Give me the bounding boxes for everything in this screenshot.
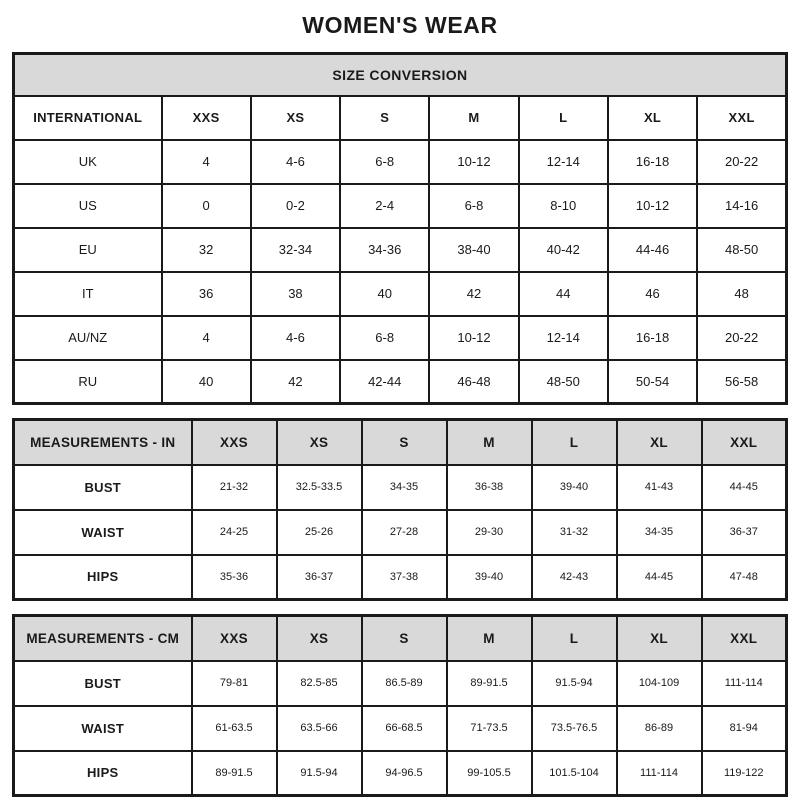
value-cell: 111-114	[617, 751, 702, 796]
value-cell: 29-30	[447, 510, 532, 555]
value-cell: 42	[429, 272, 518, 316]
column-header-cell: XS	[251, 96, 340, 140]
column-header-cell: INTERNATIONAL	[14, 96, 162, 140]
row-label-cell: WAIST	[14, 706, 192, 751]
value-cell: 46	[608, 272, 697, 316]
value-cell: 14-16	[697, 184, 786, 228]
measurements-cm-section	[0, 614, 800, 797]
value-cell: 4-6	[251, 316, 340, 360]
table-title: MEASUREMENTS - CM	[14, 616, 192, 661]
row-label-cell: US	[14, 184, 162, 228]
value-cell: 71-73.5	[447, 706, 532, 751]
column-header-cell: S	[362, 420, 447, 465]
table-title: SIZE CONVERSION	[14, 54, 787, 96]
row-label-cell: RU	[14, 360, 162, 404]
value-cell: 32	[162, 228, 251, 272]
column-header-cell: XS	[277, 616, 362, 661]
table-row	[14, 706, 787, 751]
value-cell: 6-8	[340, 316, 429, 360]
value-cell: 4	[162, 316, 251, 360]
value-cell: 86-89	[617, 706, 702, 751]
column-header-cell: XL	[617, 420, 702, 465]
table-row	[14, 228, 787, 272]
column-header-cell: L	[532, 420, 617, 465]
value-cell: 56-58	[697, 360, 786, 404]
value-cell: 47-48	[702, 555, 787, 600]
value-cell: 32.5-33.5	[277, 465, 362, 510]
value-cell: 48-50	[697, 228, 786, 272]
column-header-cell: XL	[608, 96, 697, 140]
value-cell: 44-46	[608, 228, 697, 272]
size-conversion-table	[12, 52, 788, 405]
value-cell: 8-10	[519, 184, 608, 228]
value-cell: 20-22	[697, 140, 786, 184]
value-cell: 36-37	[702, 510, 787, 555]
value-cell: 0	[162, 184, 251, 228]
value-cell: 81-94	[702, 706, 787, 751]
value-cell: 10-12	[429, 316, 518, 360]
table-row	[14, 510, 787, 555]
value-cell: 119-122	[702, 751, 787, 796]
column-header-cell: XXL	[702, 420, 787, 465]
column-header-cell: XXS	[192, 616, 277, 661]
value-cell: 0-2	[251, 184, 340, 228]
value-cell: 4	[162, 140, 251, 184]
value-cell: 38-40	[429, 228, 518, 272]
row-label-cell: EU	[14, 228, 162, 272]
value-cell: 38	[251, 272, 340, 316]
value-cell: 44-45	[617, 555, 702, 600]
value-cell: 104-109	[617, 661, 702, 706]
value-cell: 21-32	[192, 465, 277, 510]
value-cell: 42	[251, 360, 340, 404]
value-cell: 63.5-66	[277, 706, 362, 751]
value-cell: 16-18	[608, 140, 697, 184]
column-header-row	[14, 96, 787, 140]
value-cell: 4-6	[251, 140, 340, 184]
value-cell: 36-37	[277, 555, 362, 600]
value-cell: 10-12	[608, 184, 697, 228]
value-cell: 41-43	[617, 465, 702, 510]
table-row	[14, 360, 787, 404]
column-header-cell: XXS	[162, 96, 251, 140]
value-cell: 20-22	[697, 316, 786, 360]
value-cell: 12-14	[519, 140, 608, 184]
value-cell: 48	[697, 272, 786, 316]
value-cell: 40-42	[519, 228, 608, 272]
value-cell: 34-36	[340, 228, 429, 272]
row-label-cell: AU/NZ	[14, 316, 162, 360]
value-cell: 40	[340, 272, 429, 316]
measurements-in-section	[0, 418, 800, 601]
row-label-cell: HIPS	[14, 555, 192, 600]
table-row	[14, 555, 787, 600]
value-cell: 39-40	[447, 555, 532, 600]
table-row	[14, 316, 787, 360]
value-cell: 39-40	[532, 465, 617, 510]
table-row	[14, 465, 787, 510]
value-cell: 46-48	[429, 360, 518, 404]
value-cell: 37-38	[362, 555, 447, 600]
table-row	[14, 140, 787, 184]
value-cell: 89-91.5	[192, 751, 277, 796]
value-cell: 6-8	[340, 140, 429, 184]
size-conversion-section	[0, 52, 800, 405]
value-cell: 36-38	[447, 465, 532, 510]
table-title-row	[14, 54, 787, 96]
column-header-cell: M	[447, 616, 532, 661]
column-header-cell: L	[532, 616, 617, 661]
table-title: MEASUREMENTS - IN	[14, 420, 192, 465]
value-cell: 10-12	[429, 140, 518, 184]
column-header-row	[14, 420, 787, 465]
page-title: WOMEN'S WEAR	[302, 12, 498, 38]
column-header-cell: XXL	[697, 96, 786, 140]
column-header-cell: XL	[617, 616, 702, 661]
value-cell: 44	[519, 272, 608, 316]
column-header-cell: XXL	[702, 616, 787, 661]
table-row	[14, 184, 787, 228]
value-cell: 42-43	[532, 555, 617, 600]
column-header-cell: M	[447, 420, 532, 465]
row-label-cell: BUST	[14, 465, 192, 510]
row-label-cell: UK	[14, 140, 162, 184]
column-header-cell: M	[429, 96, 518, 140]
column-header-row	[14, 616, 787, 661]
table-row	[14, 661, 787, 706]
value-cell: 42-44	[340, 360, 429, 404]
column-header-cell: S	[340, 96, 429, 140]
row-label-cell: HIPS	[14, 751, 192, 796]
value-cell: 2-4	[340, 184, 429, 228]
value-cell: 82.5-85	[277, 661, 362, 706]
value-cell: 91.5-94	[277, 751, 362, 796]
value-cell: 16-18	[608, 316, 697, 360]
value-cell: 34-35	[617, 510, 702, 555]
row-label-cell: IT	[14, 272, 162, 316]
value-cell: 79-81	[192, 661, 277, 706]
value-cell: 27-28	[362, 510, 447, 555]
value-cell: 12-14	[519, 316, 608, 360]
value-cell: 35-36	[192, 555, 277, 600]
row-label-cell: WAIST	[14, 510, 192, 555]
table-row	[14, 272, 787, 316]
value-cell: 101.5-104	[532, 751, 617, 796]
value-cell: 6-8	[429, 184, 518, 228]
value-cell: 48-50	[519, 360, 608, 404]
column-header-cell: XXS	[192, 420, 277, 465]
value-cell: 24-25	[192, 510, 277, 555]
value-cell: 34-35	[362, 465, 447, 510]
value-cell: 94-96.5	[362, 751, 447, 796]
value-cell: 89-91.5	[447, 661, 532, 706]
table-row	[14, 751, 787, 796]
value-cell: 36	[162, 272, 251, 316]
value-cell: 31-32	[532, 510, 617, 555]
measurements-in-table	[12, 418, 788, 601]
row-label-cell: BUST	[14, 661, 192, 706]
measurements-cm-table	[12, 614, 788, 797]
column-header-cell: S	[362, 616, 447, 661]
value-cell: 111-114	[702, 661, 787, 706]
value-cell: 44-45	[702, 465, 787, 510]
value-cell: 40	[162, 360, 251, 404]
value-cell: 91.5-94	[532, 661, 617, 706]
column-header-cell: L	[519, 96, 608, 140]
value-cell: 50-54	[608, 360, 697, 404]
value-cell: 32-34	[251, 228, 340, 272]
value-cell: 99-105.5	[447, 751, 532, 796]
value-cell: 66-68.5	[362, 706, 447, 751]
value-cell: 73.5-76.5	[532, 706, 617, 751]
value-cell: 25-26	[277, 510, 362, 555]
value-cell: 61-63.5	[192, 706, 277, 751]
column-header-cell: XS	[277, 420, 362, 465]
value-cell: 86.5-89	[362, 661, 447, 706]
